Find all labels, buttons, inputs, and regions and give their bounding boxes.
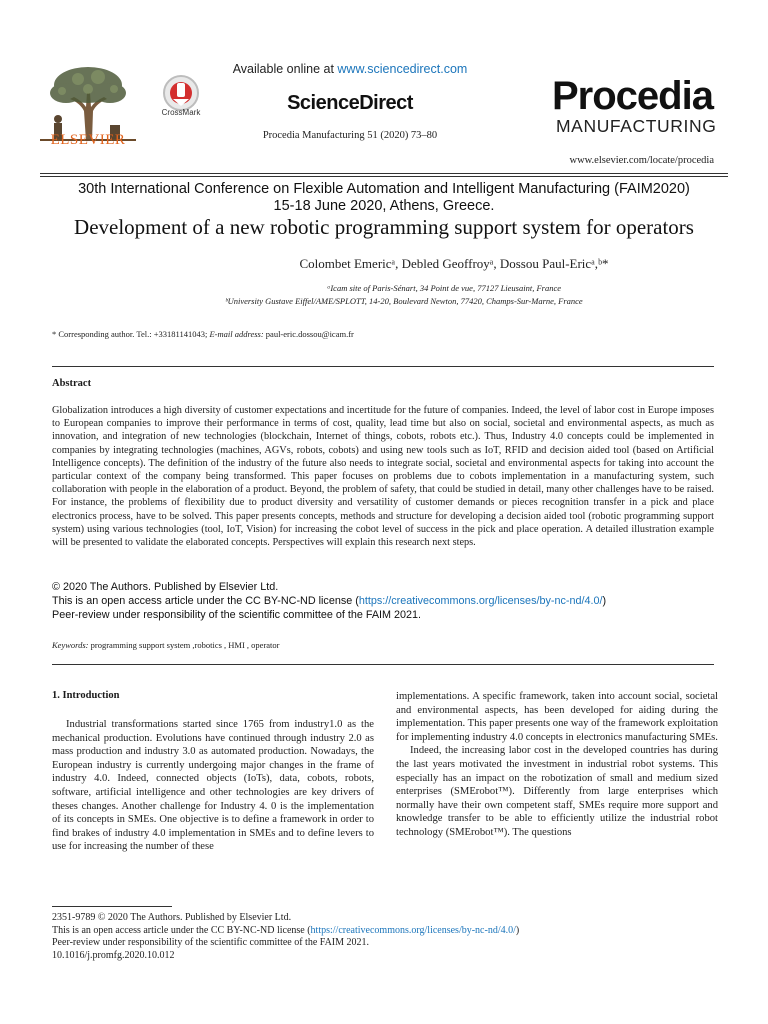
- footer-peer-review-line: Peer-review under responsibility of the scientific committee of the FAIM 2021.: [52, 937, 370, 948]
- footer-doi[interactable]: 10.1016/j.promfg.2020.10.012: [52, 949, 175, 961]
- email-label: E-mail address:: [209, 329, 266, 339]
- footer-license-prefix: This is an open access article under the CC BY-NC-ND license (: [52, 924, 311, 936]
- footer-license-line: [52, 925, 712, 938]
- header-divider-thin: [40, 176, 728, 177]
- footer-license-link[interactable]: https://creativecommons.org/licenses/by-nc-nd/4.0/: [310, 924, 516, 936]
- corresponding-email[interactable]: paul-eric.dossou@icam.fr: [265, 329, 354, 339]
- abstract-heading: Abstract: [52, 378, 92, 389]
- journal-logo-procedia: Procedia: [552, 74, 713, 118]
- journal-logo-manufacturing: MANUFACTURING: [556, 116, 717, 136]
- available-online-line: [220, 62, 480, 76]
- abstract-top-rule: [52, 366, 714, 367]
- section-heading-introduction: 1. Introduction: [52, 690, 120, 701]
- copyright-line: © 2020 The Authors. Published by Elsevier Ltd.: [52, 581, 279, 593]
- keywords-line: [52, 640, 714, 650]
- footer-license-suffix: ): [515, 924, 520, 936]
- available-prefix: Available online at: [232, 62, 338, 76]
- author-list: Colombet Emericᵃ, Debled Geoffroyᵃ, Dossou Paul-Ericᵃ,ᵇ*: [299, 256, 609, 271]
- sciencedirect-title: ScienceDirect: [287, 92, 413, 114]
- header-divider: [40, 173, 728, 174]
- corresponding-prefix: * Corresponding author. Tel.: +33181141043;: [52, 329, 210, 339]
- sciencedirect-link[interactable]: www.sciencedirect.com: [337, 62, 468, 76]
- license-line: [52, 594, 714, 608]
- abstract-text: Globalization introduces a high diversity of customer expectations and incertitude for the future of companies. Indeed, the level of labor cost in Europe imposes to European companies to improve their performance in terms of cost, quality, lead time but also on social, societal and environmental aspects, as much as innovation, and integration of new technologies (blockchain, Internet of things, cobots, robots etc.). Thus, Industry 4.0 concepts could be implemented in companies by integrating technologies (machines, AGVs, robots, cobots) and using new tools such as IoT, RFID and decision aided tool (based on Artificial Intelligence concepts). The definition of the industry of the future also needs to integrate social, societal and environmental aspects for taking into account the particular context of the company being transformed. This paper focuses on problems due to cobots implementation in a manufacturing system, such collaboration with people in the elaboration of a product. Beyond, the problem of safety, that could be studied in detail, many other challenges have to be raised. For instance, the problems of flexibility due to product diversity and versatility of customer demands or pieces recognition transfer in a pick and place electronics process, have to be solved. This paper presents concepts, methods and structure for developing a decision aided tool (robotic programming support system) using various technologies (tool, IoT, Vision) for increasing the cobot level of success in the pick and place operation. A detailed illustration example will be presented to validate the elaborated concepts. Perspectives will explain this research next steps.: [52, 405, 714, 549]
- body-column-left: [52, 718, 374, 854]
- copyright-block: [52, 580, 714, 622]
- body-column-right: [396, 690, 718, 840]
- journal-citation: Procedia Manufacturing 51 (2020) 73–80: [262, 130, 438, 141]
- crossmark-label: CrossMark: [161, 108, 201, 117]
- elsevier-wordmark: ELSEVIER: [50, 132, 126, 148]
- footer-block: [52, 912, 712, 962]
- body-paragraph: implementations. A specific framework, taken into account social, societal and environmental aspects, has been developed for aiding during the implementation. This paper presents one way of the framework exploitation for implementing industry 4.0 concepts in electronics manufacturing SMEs.: [396, 691, 718, 743]
- affiliation-a: ᵃIcam site of Paris-Sénart, 34 Point de vue, 77127 Lieusaint, France: [326, 283, 562, 293]
- paper-title: Development of a new robotic programming support system for operators: [74, 215, 694, 239]
- affiliation-b: ᵇUniversity Gustave Eiffel/AME/SPLOTT, 14-20, Boulevard Newton, 77420, Champs-Sur-Marne, France: [225, 296, 583, 306]
- footer-issn-line: 2351-9789 © 2020 The Authors. Published by Elsevier Ltd.: [52, 912, 292, 923]
- abstract-bottom-rule: [52, 664, 714, 665]
- peer-review-line: Peer-review under responsibility of the scientific committee of the FAIM 2021.: [52, 609, 422, 621]
- license-prefix: This is an open access article under the CC BY-NC-ND license (: [52, 595, 359, 607]
- conference-dates: 15-18 June 2020, Athens, Greece.: [273, 198, 495, 214]
- license-link[interactable]: https://creativecommons.org/licenses/by-nc-nd/4.0/: [358, 595, 603, 607]
- license-suffix: ): [602, 595, 607, 607]
- footnote-rule: [52, 906, 172, 907]
- body-paragraph: Industrial transformations started since 1765 from industry1.0 as the mechanical production. Evolutions have continued through industry 2.0 as mass production and industry 3.0 as automated production. Nowadays, the European industry is currently undergoing major changes in the frame of industry 4.0. Indeed, connected objects (IoTs), data, cobots, robots, software, artificial intelligence and other technologies are key drivers of theses changes. Another challenge for Industry 4. 0 is the implementation of its concepts in SMEs. One objective is to define a framework in order to find brakes of industry 4.0 implementation in SMEs and to define levers to use for increasing the number of these: [52, 719, 374, 853]
- journal-url[interactable]: www.elsevier.com/locate/procedia: [569, 155, 714, 166]
- corresponding-author: [52, 329, 732, 339]
- keywords-list: programming support system ,robotics , HMI , operator: [88, 640, 280, 650]
- conference-name: 30th International Conference on Flexible Automation and Intelligent Manufacturing (FAIM2020): [78, 181, 690, 197]
- conference-info: [40, 181, 728, 215]
- keywords-label: Keywords:: [52, 640, 89, 650]
- body-paragraph: Indeed, the increasing labor cost in the developed countries has during the last years motivated the investment in industrial robot systems. This especially has an impact on the robotization of small and medium sized enterprises (SMErobot™). Differently from large enterprises which normally have their own competent staff, SMEs require more support and knowledge transfer to be able to efficiently utilize the industrial robot technology (SMErobot™). The questions: [396, 745, 718, 838]
